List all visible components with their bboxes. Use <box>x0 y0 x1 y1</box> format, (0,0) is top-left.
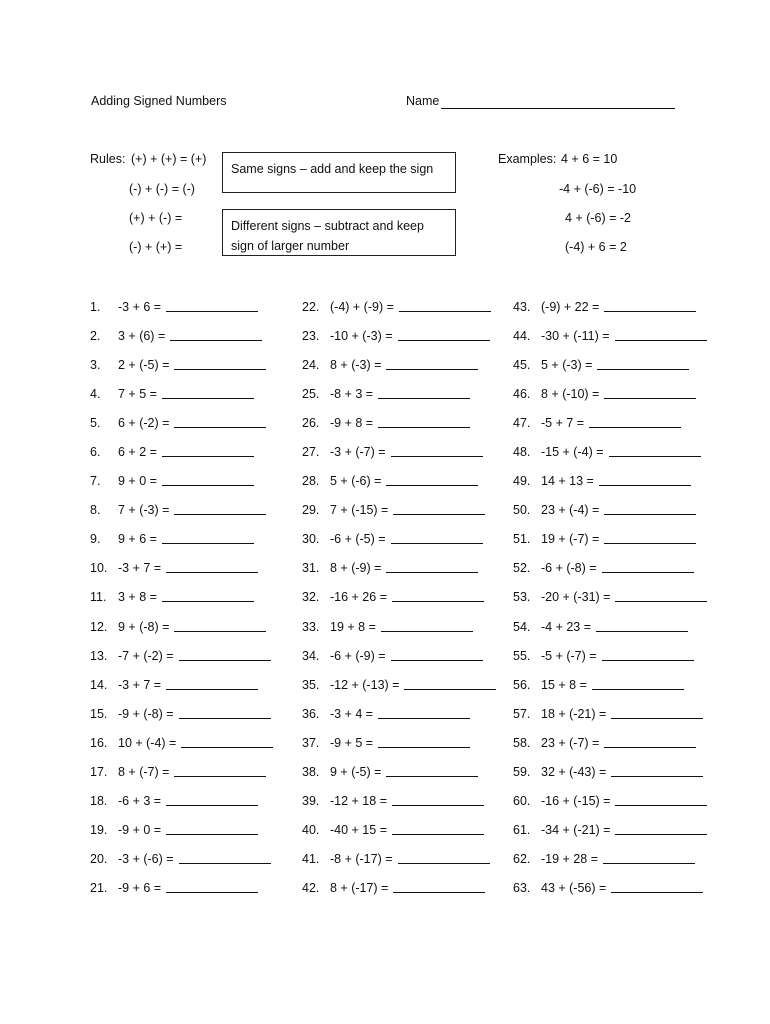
problem-number: 6. <box>90 445 101 460</box>
problem-expression: 14 + 13 = <box>541 474 594 489</box>
problem-number: 40. <box>302 822 320 837</box>
problem-expression: 9 + 0 = <box>118 474 157 489</box>
rule-item: (-) + (-) = (-) <box>129 182 195 196</box>
problem-number: 56. <box>513 677 531 692</box>
problem-row <box>302 559 502 588</box>
problem-number: 2. <box>90 329 101 344</box>
answer-blank[interactable] <box>386 356 478 370</box>
problem-expression: -3 + 7 = <box>118 677 162 692</box>
problem-row <box>513 763 713 792</box>
problem-expression: -9 + 5 = <box>330 735 374 750</box>
answer-blank[interactable] <box>604 734 696 748</box>
problem-number: 32. <box>302 590 320 605</box>
problem-row <box>302 298 502 327</box>
problem-expression: 9 + 6 = <box>118 532 157 547</box>
problem-number: 53. <box>513 590 531 605</box>
problem-row <box>302 385 502 414</box>
problem-number: 21. <box>90 880 108 895</box>
problem-expression: -6 + (-5) = <box>330 532 386 547</box>
problem-expression: -7 + (-2) = <box>118 648 174 663</box>
problem-row <box>90 879 290 908</box>
answer-blank[interactable] <box>174 414 266 428</box>
problem-row <box>302 763 502 792</box>
problem-row <box>302 647 502 676</box>
problem-number: 41. <box>302 851 320 866</box>
problem-number: 33. <box>302 619 320 634</box>
problem-expression: -8 + 3 = <box>330 387 374 402</box>
answer-blank[interactable] <box>597 356 689 370</box>
problem-number: 29. <box>302 503 320 518</box>
problem-row <box>302 530 502 559</box>
problem-expression: -3 + 6 = <box>118 300 162 314</box>
example-item: -4 + (-6) = -10 <box>559 182 637 196</box>
problem-number: 13. <box>90 648 108 663</box>
problem-number: 4. <box>90 387 101 402</box>
problem-number: 23. <box>302 329 320 344</box>
problem-row <box>90 530 290 559</box>
answer-blank[interactable] <box>162 472 254 486</box>
page-title: Adding Signed Numbers <box>91 94 227 108</box>
answer-blank[interactable] <box>398 327 490 341</box>
problems-column-2 <box>302 298 502 908</box>
problem-row <box>90 618 290 647</box>
problem-expression: 23 + (-4) = <box>541 503 600 518</box>
problem-expression: -30 + (-11) = <box>541 329 610 344</box>
problem-expression: -12 + (-13) = <box>330 677 400 692</box>
answer-blank[interactable] <box>179 705 271 719</box>
problem-expression: 10 + (-4) = <box>118 735 177 750</box>
answer-blank[interactable] <box>392 821 484 835</box>
problem-number: 37. <box>302 735 320 750</box>
problem-number: 48. <box>513 445 531 460</box>
problem-expression: 3 + (6) = <box>118 329 166 344</box>
answer-blank[interactable] <box>615 821 707 835</box>
problem-expression: -9 + 0 = <box>118 822 162 837</box>
problem-expression: -6 + (-9) = <box>330 648 386 663</box>
problem-number: 43. <box>513 300 531 314</box>
problem-expression: -40 + 15 = <box>330 822 387 837</box>
answer-blank[interactable] <box>603 850 695 864</box>
answer-blank[interactable] <box>162 385 254 399</box>
problem-row <box>302 676 502 705</box>
answer-blank[interactable] <box>391 530 483 544</box>
problem-number: 30. <box>302 532 320 547</box>
problem-row <box>302 327 502 356</box>
problem-row <box>302 501 502 530</box>
problem-expression: -16 + 26 = <box>330 590 387 605</box>
problem-expression: -12 + 18 = <box>330 793 387 808</box>
problem-number: 47. <box>513 416 531 431</box>
problem-number: 52. <box>513 561 531 576</box>
problem-row <box>513 734 713 763</box>
problem-number: 50. <box>513 503 531 518</box>
answer-blank[interactable] <box>611 763 703 777</box>
problems-column-1 <box>90 298 290 908</box>
problem-row <box>302 588 502 617</box>
answer-blank[interactable] <box>404 676 496 690</box>
problem-row <box>302 472 502 501</box>
problem-row <box>513 676 713 705</box>
rule-item: (+) + (+) = (+) <box>131 152 207 166</box>
answer-blank[interactable] <box>392 792 484 806</box>
problem-row <box>513 298 713 327</box>
problem-number: 45. <box>513 358 531 373</box>
problem-expression: -3 + (-6) = <box>118 851 174 866</box>
example-item: 4 + 6 = 10 <box>561 152 618 166</box>
problem-number: 57. <box>513 706 531 721</box>
problem-row <box>302 705 502 734</box>
answer-blank[interactable] <box>611 879 703 893</box>
problem-row <box>513 647 713 676</box>
problem-number: 24. <box>302 358 320 373</box>
problem-row <box>90 821 290 850</box>
problem-number: 36. <box>302 706 320 721</box>
problem-number: 8. <box>90 503 101 518</box>
problem-row <box>513 414 713 443</box>
answer-blank[interactable] <box>615 588 707 602</box>
problem-number: 55. <box>513 648 531 663</box>
problem-number: 19. <box>90 822 108 837</box>
problem-expression: -3 + 4 = <box>330 706 374 721</box>
answer-blank[interactable] <box>162 588 254 602</box>
problem-number: 14. <box>90 677 108 692</box>
problem-number: 59. <box>513 764 531 779</box>
problem-number: 10. <box>90 561 108 576</box>
example-item: (-4) + 6 = 2 <box>565 240 627 254</box>
answer-blank[interactable] <box>604 501 696 515</box>
problem-row <box>90 501 290 530</box>
answer-blank[interactable] <box>599 472 691 486</box>
problem-row <box>302 443 502 472</box>
problem-number: 26. <box>302 416 320 431</box>
answer-blank[interactable] <box>589 414 681 428</box>
problem-row <box>90 647 290 676</box>
answer-blank[interactable] <box>378 414 470 428</box>
problem-expression: 8 + (-10) = <box>541 387 600 402</box>
answer-blank[interactable] <box>615 327 707 341</box>
problem-number: 42. <box>302 880 320 895</box>
problem-row <box>513 356 713 385</box>
problem-expression: -34 + (-21) = <box>541 822 611 837</box>
problem-expression: -8 + (-17) = <box>330 851 393 866</box>
problem-expression: -3 + 7 = <box>118 561 162 576</box>
problem-expression: -4 + 23 = <box>541 619 592 634</box>
answer-blank[interactable] <box>179 850 271 864</box>
problem-number: 62. <box>513 851 531 866</box>
problem-row <box>513 618 713 647</box>
problem-row <box>513 385 713 414</box>
rules-label: Rules: <box>90 152 126 166</box>
problem-expression: 19 + 8 = <box>330 619 376 634</box>
problem-row <box>90 327 290 356</box>
problem-expression: 8 + (-9) = <box>330 561 382 576</box>
problem-row <box>302 734 502 763</box>
problem-row <box>513 472 713 501</box>
problem-row <box>90 676 290 705</box>
problem-expression: -9 + 8 = <box>330 416 374 431</box>
problem-number: 46. <box>513 387 531 402</box>
answer-blank[interactable] <box>381 618 473 632</box>
problem-row <box>90 559 290 588</box>
problem-number: 27. <box>302 445 320 460</box>
answer-blank[interactable] <box>609 443 701 457</box>
problem-row <box>90 385 290 414</box>
answer-blank[interactable] <box>393 879 485 893</box>
problem-expression: (-9) + 22 = <box>541 300 600 314</box>
problem-number: 31. <box>302 561 320 576</box>
problem-number: 16. <box>90 735 108 750</box>
problem-row <box>513 443 713 472</box>
problem-number: 35. <box>302 677 320 692</box>
answer-blank[interactable] <box>174 763 266 777</box>
problem-number: 18. <box>90 793 108 808</box>
problem-number: 9. <box>90 532 101 547</box>
rule-item: (-) + (+) = <box>129 240 183 254</box>
answer-blank[interactable] <box>602 647 694 661</box>
problem-expression: -6 + (-8) = <box>541 561 597 576</box>
problem-row <box>302 414 502 443</box>
problem-expression: 8 + (-17) = <box>330 880 389 895</box>
problem-expression: -16 + (-15) = <box>541 793 611 808</box>
problem-expression: 5 + (-6) = <box>330 474 382 489</box>
problem-expression: (-4) + (-9) = <box>330 300 394 314</box>
problem-number: 15. <box>90 706 108 721</box>
answer-blank[interactable] <box>174 618 266 632</box>
problem-row <box>90 763 290 792</box>
problem-expression: -10 + (-3) = <box>330 329 393 344</box>
problem-number: 44. <box>513 329 531 344</box>
answer-blank[interactable] <box>378 734 470 748</box>
example-item: 4 + (-6) = -2 <box>565 211 631 225</box>
problem-expression: 18 + (-21) = <box>541 706 607 721</box>
problem-row <box>302 879 502 908</box>
problem-expression: 8 + (-7) = <box>118 764 170 779</box>
problem-expression: 15 + 8 = <box>541 677 587 692</box>
answer-blank[interactable] <box>386 559 478 573</box>
problem-row <box>90 850 290 879</box>
problem-expression: 3 + 8 = <box>118 590 157 605</box>
problem-expression: 7 + (-3) = <box>118 503 170 518</box>
answer-blank[interactable] <box>615 792 707 806</box>
problem-number: 51. <box>513 532 531 547</box>
problem-expression: 43 + (-56) = <box>541 880 607 895</box>
answer-blank[interactable] <box>162 530 254 544</box>
problem-number: 28. <box>302 474 320 489</box>
problem-number: 1. <box>90 300 101 314</box>
answer-blank[interactable] <box>392 588 484 602</box>
problem-number: 60. <box>513 793 531 808</box>
problem-row <box>513 327 713 356</box>
answer-blank[interactable] <box>174 356 266 370</box>
problem-expression: 7 + (-15) = <box>330 503 389 518</box>
name-label: Name <box>406 94 440 108</box>
problem-expression: 5 + (-3) = <box>541 358 593 373</box>
problem-row <box>90 734 290 763</box>
problem-row <box>302 792 502 821</box>
problem-row <box>513 501 713 530</box>
problem-row <box>513 792 713 821</box>
problem-number: 17. <box>90 764 108 779</box>
problem-expression: 8 + (-3) = <box>330 358 382 373</box>
problem-row <box>90 356 290 385</box>
answer-blank[interactable] <box>170 327 262 341</box>
problem-row <box>90 705 290 734</box>
problem-expression: 9 + (-5) = <box>330 764 382 779</box>
problem-expression: -20 + (-31) = <box>541 590 611 605</box>
problem-row <box>302 618 502 647</box>
answer-blank[interactable] <box>604 530 696 544</box>
problem-expression: 19 + (-7) = <box>541 532 600 547</box>
problem-row <box>302 821 502 850</box>
problem-expression: -5 + 7 = <box>541 416 585 431</box>
answer-blank[interactable] <box>174 501 266 515</box>
examples-label: Examples: <box>498 152 557 166</box>
problem-expression: 7 + 5 = <box>118 387 157 402</box>
problem-number: 63. <box>513 880 531 895</box>
problem-expression: -6 + 3 = <box>118 793 162 808</box>
answer-blank[interactable] <box>399 298 491 312</box>
problem-expression: -3 + (-7) = <box>330 445 386 460</box>
problem-number: 3. <box>90 358 101 373</box>
answer-blank[interactable] <box>166 298 258 312</box>
answer-blank[interactable] <box>378 705 470 719</box>
problem-number: 7. <box>90 474 101 489</box>
answer-blank[interactable] <box>391 443 483 457</box>
problem-row <box>90 588 290 617</box>
answer-blank[interactable] <box>596 618 688 632</box>
answer-blank[interactable] <box>398 850 490 864</box>
problem-expression: -9 + (-8) = <box>118 706 174 721</box>
problem-number: 54. <box>513 619 531 634</box>
answer-blank[interactable] <box>166 559 258 573</box>
problem-row <box>90 443 290 472</box>
problem-row <box>513 530 713 559</box>
answer-blank[interactable] <box>393 501 485 515</box>
answer-blank[interactable] <box>611 705 703 719</box>
answer-blank[interactable] <box>604 298 696 312</box>
problem-expression: -15 + (-4) = <box>541 445 604 460</box>
answer-blank[interactable] <box>386 763 478 777</box>
problem-number: 49. <box>513 474 531 489</box>
problem-number: 20. <box>90 851 108 866</box>
different-signs-rule-box: Different signs – subtract and keep sign of larger number <box>222 209 456 256</box>
problem-expression: -5 + (-7) = <box>541 648 597 663</box>
answer-blank[interactable] <box>166 879 258 893</box>
problem-row <box>90 792 290 821</box>
problem-row <box>302 850 502 879</box>
rule-item: (+) + (-) = <box>129 211 183 225</box>
problem-number: 38. <box>302 764 320 779</box>
problem-number: 12. <box>90 619 108 634</box>
answer-blank[interactable] <box>391 647 483 661</box>
problem-expression: 23 + (-7) = <box>541 735 600 750</box>
problem-expression: 32 + (-43) = <box>541 764 607 779</box>
problem-expression: -19 + 28 = <box>541 851 598 866</box>
problem-number: 22. <box>302 300 320 314</box>
problem-row <box>513 879 713 908</box>
problem-row <box>90 298 290 327</box>
answer-blank[interactable] <box>162 443 254 457</box>
answer-blank[interactable] <box>386 472 478 486</box>
problem-expression: 6 + (-2) = <box>118 416 170 431</box>
problem-row <box>90 414 290 443</box>
problems-column-3 <box>513 298 713 908</box>
problem-row <box>302 356 502 385</box>
problem-row <box>513 705 713 734</box>
problem-number: 11. <box>90 590 107 605</box>
name-field[interactable] <box>441 108 675 109</box>
problem-row <box>513 588 713 617</box>
problem-row <box>513 821 713 850</box>
problem-row <box>513 850 713 879</box>
problem-expression: 9 + (-8) = <box>118 619 170 634</box>
answer-blank[interactable] <box>166 792 258 806</box>
problem-expression: 2 + (-5) = <box>118 358 170 373</box>
problem-expression: 6 + 2 = <box>118 445 157 460</box>
problem-row <box>90 472 290 501</box>
answer-blank[interactable] <box>378 385 470 399</box>
answer-blank[interactable] <box>602 559 694 573</box>
problem-row <box>513 559 713 588</box>
problem-number: 25. <box>302 387 320 402</box>
problem-number: 39. <box>302 793 320 808</box>
problem-number: 34. <box>302 648 320 663</box>
answer-blank[interactable] <box>604 385 696 399</box>
answer-blank[interactable] <box>179 647 271 661</box>
same-signs-rule-box: Same signs – add and keep the sign <box>222 152 456 193</box>
answer-blank[interactable] <box>592 676 684 690</box>
problem-number: 5. <box>90 416 101 431</box>
problem-number: 61. <box>513 822 531 837</box>
answer-blank[interactable] <box>166 676 258 690</box>
answer-blank[interactable] <box>166 821 258 835</box>
answer-blank[interactable] <box>181 734 273 748</box>
problem-expression: -9 + 6 = <box>118 880 162 895</box>
problem-number: 58. <box>513 735 531 750</box>
